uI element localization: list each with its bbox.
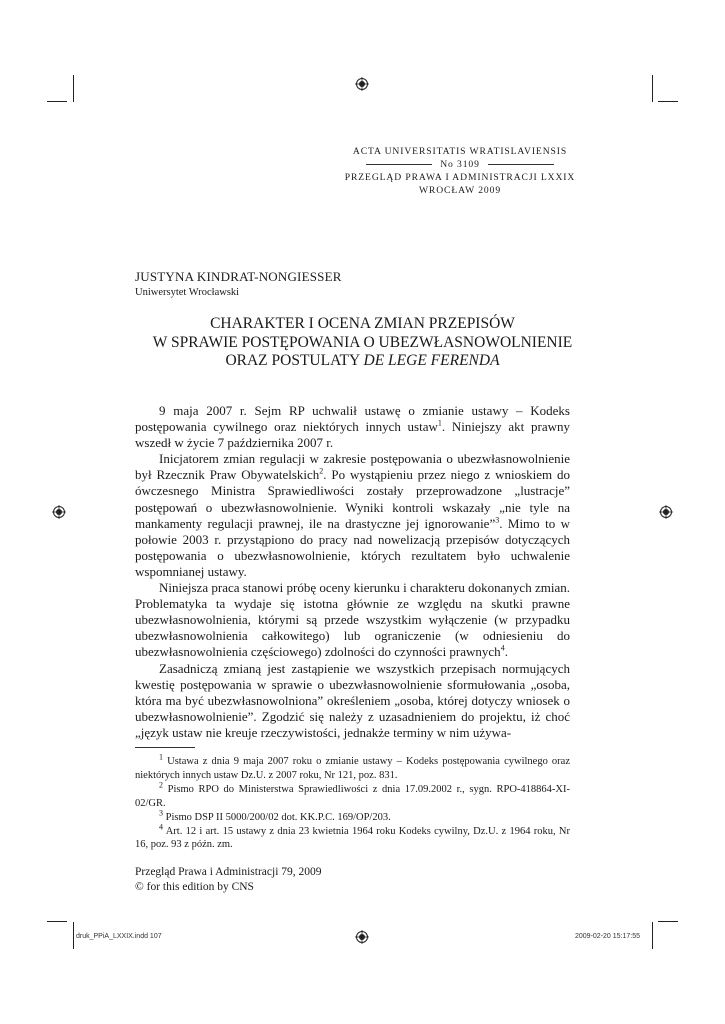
journal-title: PRZEGLĄD PRAWA I ADMINISTRACJI LXXIX: [344, 172, 576, 183]
crop-mark: [652, 922, 653, 949]
paragraph-text: . Mimo to w połowie 2003 r. przystąpiono do pracy nad nowelizacją przepisów dotyczących postępowania o ubezwłasnowolnienie, których rezultatem było uchwalenie wspomnianej ustawy.: [135, 515, 570, 579]
title-line: W SPRAWIE POSTĘPOWANIA O UBEZWŁASNOWOLNIENIE: [152, 333, 573, 351]
footnote-ref[interactable]: 3: [495, 515, 500, 525]
journal-citation: Przegląd Prawa i Administracji 79, 2009: [135, 866, 322, 878]
crop-mark: [47, 101, 67, 102]
paragraph: Zasadniczą zmianą jest zastąpienie we wszystkich przepisach normujących kwestię postępowania w sprawie o ubezwłasnowolnienie sformułowania „osoba, która ma być ubezwłasnowolniona” określeniem „osoba, której dotyczy wniosek o ubezwłasnowolnienie”. Zgodzić się należy z uzasadnieniem do projektu, iż choć „język ustaw nie kreuje rzeczywistości, jednakże terminy w nim używa-: [135, 660, 570, 740]
footnote: [135, 752, 571, 783]
registration-mark-icon: [52, 505, 66, 519]
footnotes: [135, 752, 571, 852]
title-italic: DE LEGE FERENDA: [363, 352, 500, 369]
registration-mark-icon: [659, 505, 673, 519]
crop-mark: [658, 921, 678, 922]
crop-mark: [47, 921, 67, 922]
paragraph: [135, 403, 570, 451]
footnote-text: Ustawa z dnia 9 maja 2007 roku o zmianie ustawy – Kodeks postępowania cywilnego oraz niektórych innych ustaw Dz.U. z 2007 roku, Nr 121, poz. 831.: [135, 756, 571, 781]
footnote-rule: [135, 747, 195, 748]
slug-datetime: 2009-02-20 15:17:55: [575, 933, 640, 940]
crop-mark: [652, 75, 653, 102]
footnote-number: 1: [159, 752, 163, 762]
author-name: JUSTYNA KINDRAT-NONGIESSER: [135, 269, 342, 284]
paragraph-text: .: [504, 644, 508, 660]
author-affiliation: Uniwersytet Wrocławski: [135, 287, 240, 298]
paragraph: [135, 451, 570, 580]
title-line-text: ORAZ POSTULATY: [225, 352, 364, 369]
registration-mark-icon: [355, 930, 369, 944]
journal-info: [135, 865, 322, 894]
article-body: [135, 403, 570, 741]
title-line: CHARAKTER I OCENA ZMIAN PRZEPISÓW: [210, 315, 515, 332]
place-year: WROCŁAW 2009: [418, 185, 502, 196]
paragraph: [135, 580, 570, 660]
paragraph-text: Inicjatorem zmian regulacji w zakresie postępowania o ubezwłasnowolnienie był Rzecznik Praw Obywatelskich: [135, 451, 570, 483]
footnote-ref[interactable]: 4: [500, 644, 505, 654]
footnote-text: Pismo RPO do Ministerstwa Sprawiedliwości z dnia 17.09.2002 r., sygn. RPO-418864-XI-02/GR.: [135, 783, 570, 809]
series-title: ACTA UNIVERSITATIS WRATISLAVIENSIS: [352, 146, 568, 157]
footnote: [135, 822, 571, 853]
header-rule: [366, 164, 432, 165]
running-header: [330, 145, 590, 197]
crop-mark: [658, 101, 678, 102]
paragraph-text: Niniejsza praca stanowi próbę oceny kierunku i charakteru dokonanych zmian. Problematyka ta wydaje się istotna głównie ze względu na skutki prawne ubezwłasnowolnienia, którymi są przede wszystkim wyłączenie (w przypadku ubezwłasnowolnienia całkowitego) lub ograniczenie (w odniesieniu do ubezwłasnowolnienia częściowego) zdolności do czynności prawnych: [135, 580, 570, 660]
header-rule: [488, 164, 554, 165]
crop-mark: [73, 75, 74, 102]
paragraph-text: . Niniejszy akt prawny wszedł w życie 7 października 2007 r.: [135, 419, 570, 451]
footnote: [135, 780, 570, 811]
paragraph-text: . Po wystąpieniu przez niego z wnioskiem do ówczesnego Ministra Sprawiedliwości zostały przeprowadzone „lustracje” postępowań o ubezwłasnowolnienie. Wyniki kontroli wskazały „nie tyle na mankamenty regulacji prawnej, ile na drastyczne jej ignorowanie”: [135, 467, 570, 531]
registration-mark-icon: [355, 77, 369, 91]
footnote-ref[interactable]: 2: [319, 467, 324, 477]
article-title: [100, 315, 625, 371]
footnote-number: 3: [159, 808, 163, 818]
title-line: [100, 352, 625, 371]
issue-number-row: [330, 158, 590, 171]
footnote: [135, 808, 570, 825]
footnote-ref[interactable]: 1: [437, 418, 442, 428]
footnote-text: Pismo DSP II 5000/200/02 dot. KK.P.C. 169/OP/203.: [165, 811, 391, 823]
paragraph-text: 9 maja 2007 r. Sejm RP uchwalił ustawę o zmianie ustawy – Kodeks postępowania cywilnego oraz niektórych innych ustaw: [135, 403, 570, 435]
copyright: © for this edition by CNS: [135, 880, 254, 893]
footnote-number: 2: [159, 780, 163, 790]
crop-mark: [73, 922, 74, 949]
slug-file: druk_PPiA_LXXIX.indd 107: [76, 933, 162, 940]
footnote-text: Art. 12 i art. 15 ustawy z dnia 23 kwietnia 1964 roku Kodeks cywilny, Dz.U. z 1964 roku, Nr 16, poz. 93 z późn. zm.: [135, 825, 571, 851]
issue-number: No 3109: [440, 159, 480, 170]
footnote-number: 4: [159, 822, 163, 832]
